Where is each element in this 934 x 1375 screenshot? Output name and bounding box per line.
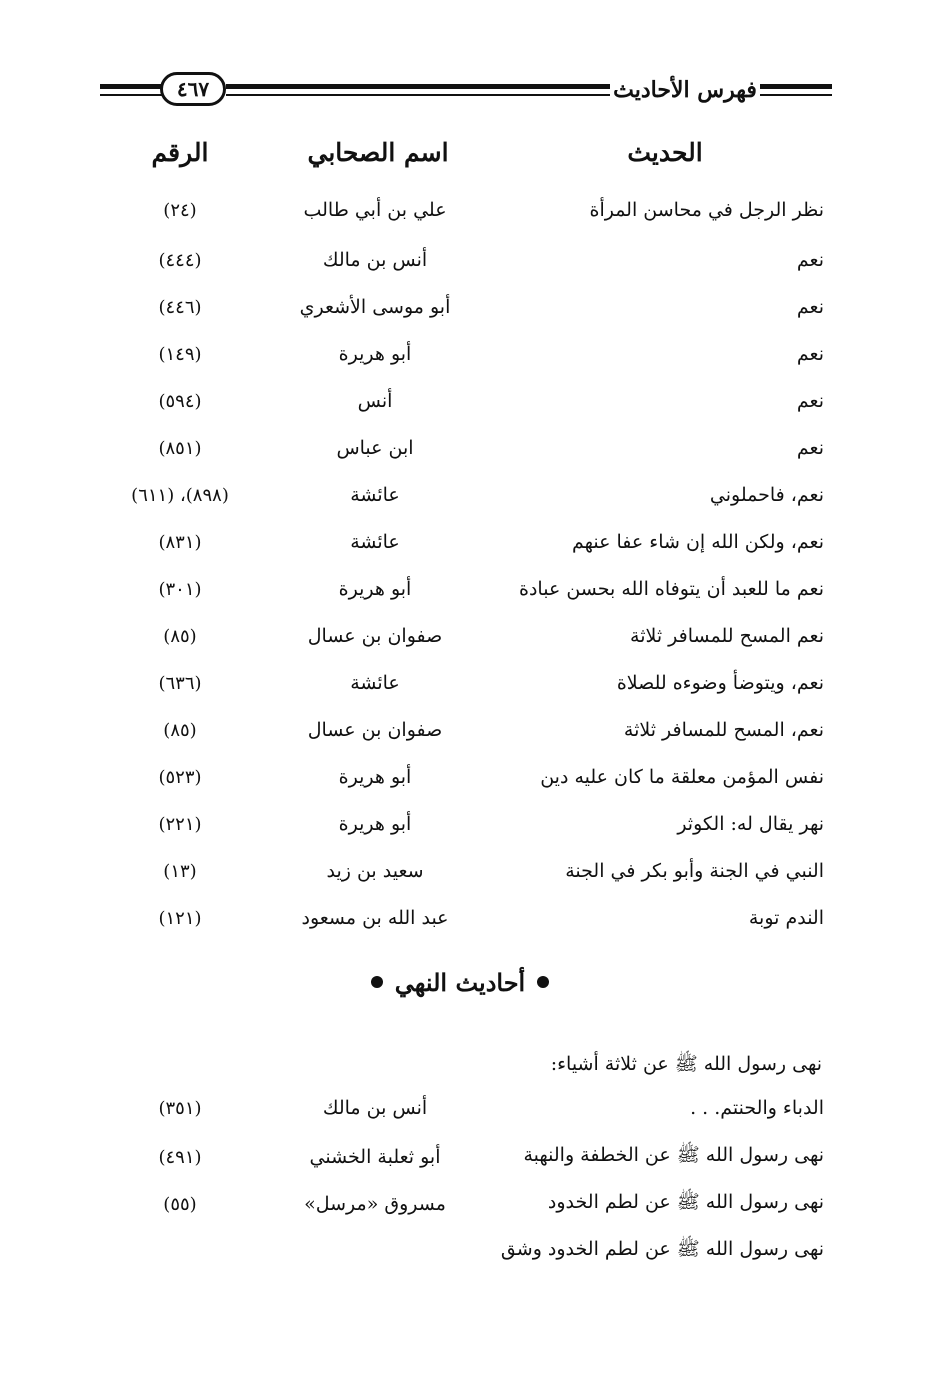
table-row — [0, 240, 934, 280]
hadith-text: نعم، المسح للمسافر ثلاثة — [623, 719, 824, 741]
hadith-text: نفس المؤمن معلقة ما كان عليه دين — [540, 766, 824, 788]
table-row — [0, 1088, 934, 1128]
running-title: فهرس الأحاديث — [613, 77, 757, 103]
hadith-number: (٨٥١) — [158, 437, 202, 459]
table-row — [0, 569, 934, 609]
hadith-number: (٢٤) — [163, 199, 197, 221]
table-row — [0, 898, 934, 938]
hadith-text: نظر الرجل في محاسن المرأة — [589, 199, 824, 221]
sahabi-name: صفوان بن عسال — [307, 625, 443, 647]
header-rule-left — [100, 84, 162, 96]
hadith-text: نهر يقال له: الكوثر — [677, 813, 824, 835]
sahabi-name: أبو هريرة — [338, 766, 412, 788]
table-row — [0, 428, 934, 468]
sahabi-name: أنس بن مالك — [322, 249, 428, 271]
hadith-text: النبي في الجنة وأبو بكر في الجنة — [565, 860, 824, 882]
table-row — [0, 475, 934, 515]
hadith-number: (٢٢١) — [158, 813, 202, 835]
sahabi-name: عبد الله بن مسعود — [301, 907, 449, 929]
sahabi-name: ابن عباس — [336, 437, 414, 459]
sahabi-name: علي بن أبي طالب — [303, 199, 447, 221]
hadith-text: نعم، ويتوضأ وضوءه للصلاة — [616, 672, 824, 694]
table-row — [0, 757, 934, 797]
table-row — [0, 334, 934, 374]
sahabi-name: أبو هريرة — [338, 578, 412, 600]
hadith-text: الندم توبة — [748, 907, 824, 929]
sahabi-name: أبو هريرة — [338, 813, 412, 835]
hadith-number: (٤٩١) — [158, 1146, 202, 1168]
hadith-number: (٦٣٦) — [158, 672, 202, 694]
hadith-text: نعم — [796, 296, 824, 318]
hadith-number: (٨٩٨)، (٦١١) — [131, 484, 229, 506]
column-header-number: الرقم — [151, 137, 209, 167]
hadith-number: (٥٩٤) — [158, 390, 202, 412]
hadith-text: نعم ما للعبد أن يتوفاه الله بحسن عبادة — [519, 578, 824, 600]
column-header-hadith: الحديث — [627, 137, 703, 167]
hadith-text: نعم — [796, 249, 824, 271]
page-number-badge — [160, 72, 226, 106]
hadith-text: نهى رسول الله ﷺ عن لطم الخدود وشق — [500, 1238, 824, 1260]
sahabi-name: عائشة — [350, 672, 400, 694]
sahabi-name: أنس — [357, 390, 393, 412]
table-row — [0, 851, 934, 891]
table-row — [0, 287, 934, 327]
hadith-text: نهى رسول الله ﷺ عن الخطفة والنهبة — [523, 1144, 824, 1166]
sahabi-name: أبو ثعلبة الخشني — [309, 1146, 441, 1168]
hadith-number: (٤٤٦) — [158, 296, 202, 318]
hadith-number: (٨٣١) — [158, 531, 202, 553]
table-row — [0, 663, 934, 703]
hadith-number: (٨٥) — [163, 719, 197, 741]
table-row — [0, 1231, 934, 1271]
header-rule-right — [760, 84, 832, 96]
hadith-number: (٨٥) — [163, 625, 197, 647]
sahabi-name: عائشة — [350, 484, 400, 506]
table-row — [0, 190, 934, 230]
table-row — [0, 616, 934, 656]
table-row — [0, 1184, 934, 1224]
hadith-text: نعم — [796, 390, 824, 412]
sahabi-name — [270, 1231, 480, 1271]
sahabi-name: مسروق «مرسل» — [304, 1193, 446, 1215]
hadith-text: نهى رسول الله ﷺ عن لطم الخدود — [547, 1191, 824, 1213]
hadith-number — [90, 1231, 270, 1271]
hadith-text: الدباء والحنتم. . . — [690, 1097, 824, 1119]
table-row — [0, 522, 934, 562]
table-row — [0, 1137, 934, 1177]
sahabi-name: صفوان بن عسال — [307, 719, 443, 741]
page-number: ٤٦٧ — [176, 77, 210, 101]
section-heading-text: أحاديث النهي — [394, 967, 526, 997]
sahabi-name: أبو هريرة — [338, 343, 412, 365]
table-row — [0, 804, 934, 844]
column-header-sahabi: اسم الصحابي — [307, 137, 449, 167]
table-row — [0, 381, 934, 421]
hadith-text: نعم — [796, 437, 824, 459]
sahabi-name: عائشة — [350, 531, 400, 553]
bullet-icon — [537, 976, 549, 988]
sahabi-name: أنس بن مالك — [322, 1097, 428, 1119]
hadith-text: نعم، فاحملوني — [709, 484, 824, 506]
hadith-number: (٥٥) — [163, 1193, 197, 1215]
hadith-number: (١٣) — [163, 860, 197, 882]
hadith-text: نعم، ولكن الله إن شاء عفا عنهم — [571, 531, 824, 553]
header-rule-middle — [226, 84, 610, 96]
section-heading — [330, 960, 590, 1004]
sahabi-name: أبو موسى الأشعري — [299, 296, 451, 318]
hadith-number: (٣٥١) — [158, 1097, 202, 1119]
hadith-number: (٣٠١) — [158, 578, 202, 600]
hadith-text: نعم المسح للمسافر ثلاثة — [630, 625, 824, 647]
hadith-text: نعم — [796, 343, 824, 365]
table-row — [0, 710, 934, 750]
hadith-number: (١٤٩) — [158, 343, 202, 365]
section-intro: نهى رسول الله ﷺ عن ثلاثة أشياء: — [550, 1053, 822, 1075]
hadith-number: (٥٢٣) — [158, 766, 202, 788]
sahabi-name: سعيد بن زيد — [326, 860, 424, 882]
hadith-number: (٤٤٤) — [158, 249, 202, 271]
bullet-icon — [371, 976, 383, 988]
hadith-number: (١٢١) — [158, 907, 202, 929]
